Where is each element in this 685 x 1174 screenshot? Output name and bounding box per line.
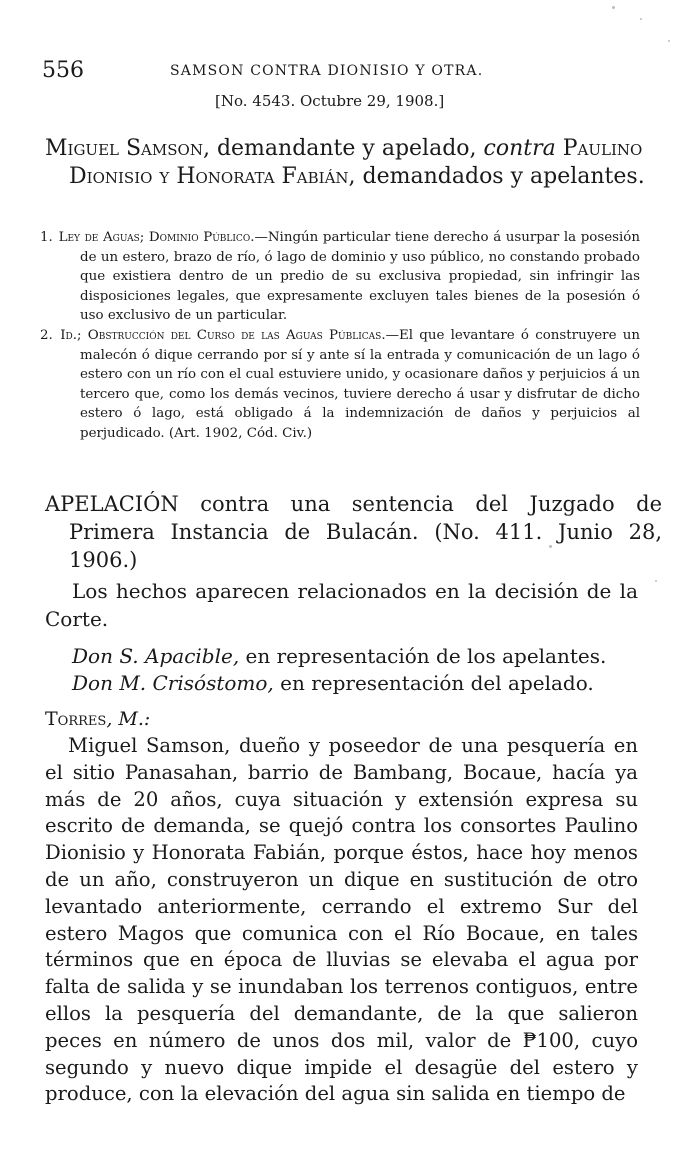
syllabus <box>40 228 640 444</box>
contra-word: contra <box>483 136 556 161</box>
scan-speck <box>549 545 552 548</box>
syllabus-text: —Ningún particular tiene derecho á usurpar la posesión de un estero, brazo de río, ó lago de dominio y uso público, no constando probado que existiera dentro de un predio de su exclusiva propiedad, sin infringir las disposiciones legales, que expresamente excluyen tales bienes de la posesión ó uso exclusivo de un particular. <box>80 230 640 324</box>
author-title: , M.: <box>106 708 151 730</box>
syllabus-topic: Id.; Obstrucción del Curso de las Aguas Públicas. <box>60 327 386 343</box>
appeal-lead: APELACIÓN <box>45 492 179 516</box>
and-word: y <box>152 164 177 189</box>
counsel-line <box>72 643 642 670</box>
scan-speck <box>668 40 670 42</box>
counsel-role: en representación de los apelantes. <box>239 644 607 668</box>
defendant-2-name: Honorata Fabián <box>176 164 349 189</box>
syllabus-item <box>40 228 640 326</box>
syllabus-number: 2. <box>40 327 53 343</box>
defendant-role: , demandados y apelantes. <box>348 164 645 189</box>
scan-speck <box>612 6 615 9</box>
syllabus-topic: Ley de Aguas; Dominio Público. <box>58 230 255 245</box>
opinion-author <box>45 708 150 730</box>
counsel-role: en representación del apelado. <box>273 671 594 695</box>
counsel-block <box>72 643 642 697</box>
opinion-text: Miguel Samson, dueño y poseedor de una pesquería en el sitio Panasahan, barrio de Bambang, Bocaue, hacía ya más de 20 años, cuya situación y extensión expresa su escrito de demanda, se quejó contra los consortes Paulino Dionisio y Honorata Fabián, porque éstos, hace hoy menos de un año, construyeron un dique en sustitución de otro levantado anteriormente, cerrando el extremo Sur del estero Magos que comunica con el Río Bocaue, en tales términos que en época de lluvias se elevaba el agua por falta de salida y se inundaban los terrenos contiguos, entre ellos la pesquería del demandante, de la que salieron peces en número de unos dos mil, valor de ₱100, cuyo segundo y nuevo dique impide el desagüe del estero y produce, con la elevación del agua sin salida en tiempo de <box>45 734 638 1106</box>
appeal-text: contra una sentencia del Juzgado de Primera Instancia de Bulacán. (No. 411. Junio 28, 1906.) <box>69 492 662 572</box>
counsel-line <box>72 670 642 697</box>
syllabus-number: 1. <box>40 230 53 245</box>
page-number: 556 <box>42 58 84 83</box>
case-caption <box>45 135 669 191</box>
defendant-1-name: Paulino Dionisio <box>69 136 643 189</box>
scan-speck <box>655 580 657 582</box>
counsel-name: Don S. Apacible, <box>72 644 240 668</box>
syllabus-text: —El que levantare ó construyere un malecón ó dique cerrando por sí y ante sí la entrada y comunicación de un lago ó estero con un río con el cual estuviere unido, y ocasionare daños y perjuicios á un tercero que, como los demás vecinos, tuviere derecho á usar y disfrutar de dicho estero ó lago, está obligado á la indemnización de daños y perjuicios al perjudicado. (Art. 1902, Cód. Civ.) <box>80 327 640 441</box>
author-name: Torres <box>45 708 107 730</box>
plaintiff-role: , demandante y apelado, <box>202 136 484 161</box>
running-head: SAMSON CONTRA DIONISIO Y OTRA. <box>170 63 484 79</box>
case-number: [No. 4543. Octubre 29, 1908.] <box>215 92 445 110</box>
plaintiff-name: Miguel Samson <box>45 136 203 161</box>
scan-speck <box>640 18 642 20</box>
appeal-paragraph <box>45 490 662 574</box>
syllabus-item <box>40 326 640 444</box>
counsel-name: Don M. Crisóstomo, <box>72 671 274 695</box>
facts-paragraph: Los hechos aparecen relacionados en la decisión de la Corte. <box>45 579 638 631</box>
